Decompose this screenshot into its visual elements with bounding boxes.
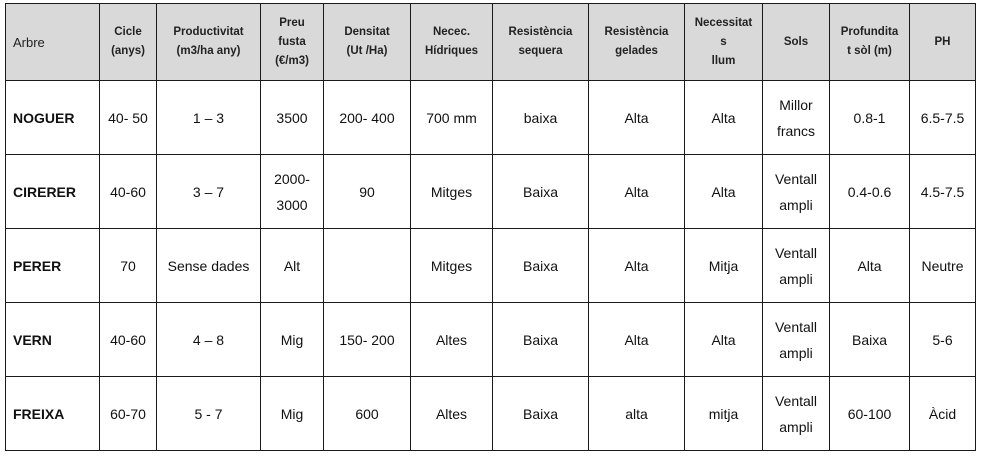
cell-necec-hidriques: 700 mm bbox=[411, 81, 493, 155]
header-cell-sols: Sols bbox=[763, 4, 830, 81]
cell-necec-hidriques: Mitges bbox=[411, 229, 493, 303]
cell-preu-fusta: 3500 bbox=[261, 81, 324, 155]
cell-ph: 4.5-7.5 bbox=[910, 155, 976, 229]
cell-cicle: 60-70 bbox=[100, 377, 157, 451]
cell-densitat: 200- 400 bbox=[324, 81, 411, 155]
cell-resistencia-sequera: Baixa bbox=[493, 377, 589, 451]
cell-profunditat-sol: 0.4-0.6 bbox=[830, 155, 910, 229]
cell-resistencia-sequera: baixa bbox=[493, 81, 589, 155]
cell-cicle: 40-60 bbox=[100, 155, 157, 229]
header-row bbox=[6, 4, 976, 81]
cell-preu-fusta: Mig bbox=[261, 377, 324, 451]
cell-resistencia-sequera: Baixa bbox=[493, 229, 589, 303]
cell-preu-fusta: Mig bbox=[261, 303, 324, 377]
cell-productivitat: Sense dades bbox=[157, 229, 261, 303]
cell-profunditat-sol: 0.8-1 bbox=[830, 81, 910, 155]
header-cell-productivitat: Productivitat (m3/ha any) bbox=[157, 4, 261, 81]
cell-profunditat-sol: Baixa bbox=[830, 303, 910, 377]
cell-sols: Ventall ampli bbox=[763, 377, 830, 451]
cell-necec-hidriques: Altes bbox=[411, 303, 493, 377]
table-row bbox=[6, 229, 976, 303]
tree-data-table bbox=[5, 3, 976, 451]
cell-ph: 6.5-7.5 bbox=[910, 81, 976, 155]
header-cell-necessitats-llum: Necessitat s llum bbox=[685, 4, 763, 81]
cell-necessitats-llum: mitja bbox=[685, 377, 763, 451]
cell-arbre: NOGUER bbox=[6, 81, 100, 155]
cell-sols: Ventall ampli bbox=[763, 155, 830, 229]
table-header bbox=[6, 4, 976, 81]
cell-densitat: 150- 200 bbox=[324, 303, 411, 377]
cell-resistencia-sequera: Baixa bbox=[493, 155, 589, 229]
header-cell-cicle: Cicle (anys) bbox=[100, 4, 157, 81]
cell-arbre: VERN bbox=[6, 303, 100, 377]
cell-preu-fusta: 2000- 3000 bbox=[261, 155, 324, 229]
cell-arbre: CIRERER bbox=[6, 155, 100, 229]
cell-resistencia-gelades: Alta bbox=[589, 303, 685, 377]
cell-resistencia-gelades: Alta bbox=[589, 81, 685, 155]
cell-cicle: 40- 50 bbox=[100, 81, 157, 155]
cell-necessitats-llum: Alta bbox=[685, 81, 763, 155]
cell-profunditat-sol: 60-100 bbox=[830, 377, 910, 451]
header-cell-resistencia-sequera: Resistència sequera bbox=[493, 4, 589, 81]
cell-productivitat: 1 – 3 bbox=[157, 81, 261, 155]
header-cell-ph: PH bbox=[910, 4, 976, 81]
cell-sols: Ventall ampli bbox=[763, 303, 830, 377]
cell-ph: Àcid bbox=[910, 377, 976, 451]
cell-arbre: PERER bbox=[6, 229, 100, 303]
table-row bbox=[6, 81, 976, 155]
cell-necec-hidriques: Altes bbox=[411, 377, 493, 451]
cell-resistencia-gelades: Alta bbox=[589, 155, 685, 229]
cell-densitat: 90 bbox=[324, 155, 411, 229]
cell-densitat: 600 bbox=[324, 377, 411, 451]
header-cell-densitat: Densitat (Ut /Ha) bbox=[324, 4, 411, 81]
cell-resistencia-sequera: Baixa bbox=[493, 303, 589, 377]
header-cell-profunditat-sol: Profundita t sòl (m) bbox=[830, 4, 910, 81]
cell-productivitat: 4 – 8 bbox=[157, 303, 261, 377]
cell-resistencia-gelades: alta bbox=[589, 377, 685, 451]
cell-ph: 5-6 bbox=[910, 303, 976, 377]
cell-ph: Neutre bbox=[910, 229, 976, 303]
cell-preu-fusta: Alt bbox=[261, 229, 324, 303]
table-row bbox=[6, 377, 976, 451]
cell-densitat bbox=[324, 229, 411, 303]
table-row bbox=[6, 303, 976, 377]
header-cell-necec-hidriques: Necec. Hídriques bbox=[411, 4, 493, 81]
cell-resistencia-gelades: Alta bbox=[589, 229, 685, 303]
header-cell-preu-fusta: Preu fusta (€/m3) bbox=[261, 4, 324, 81]
cell-arbre: FREIXA bbox=[6, 377, 100, 451]
cell-cicle: 40-60 bbox=[100, 303, 157, 377]
cell-productivitat: 3 – 7 bbox=[157, 155, 261, 229]
cell-necessitats-llum: Alta bbox=[685, 155, 763, 229]
header-cell-arbre: Arbre bbox=[6, 4, 100, 81]
cell-sols: Ventall ampli bbox=[763, 229, 830, 303]
cell-necec-hidriques: Mitges bbox=[411, 155, 493, 229]
table-row bbox=[6, 155, 976, 229]
cell-necessitats-llum: Alta bbox=[685, 303, 763, 377]
header-cell-resistencia-gelades: Resistència gelades bbox=[589, 4, 685, 81]
cell-cicle: 70 bbox=[100, 229, 157, 303]
cell-sols: Millor francs bbox=[763, 81, 830, 155]
cell-productivitat: 5 - 7 bbox=[157, 377, 261, 451]
table-body bbox=[6, 81, 976, 451]
cell-necessitats-llum: Mitja bbox=[685, 229, 763, 303]
cell-profunditat-sol: Alta bbox=[830, 229, 910, 303]
